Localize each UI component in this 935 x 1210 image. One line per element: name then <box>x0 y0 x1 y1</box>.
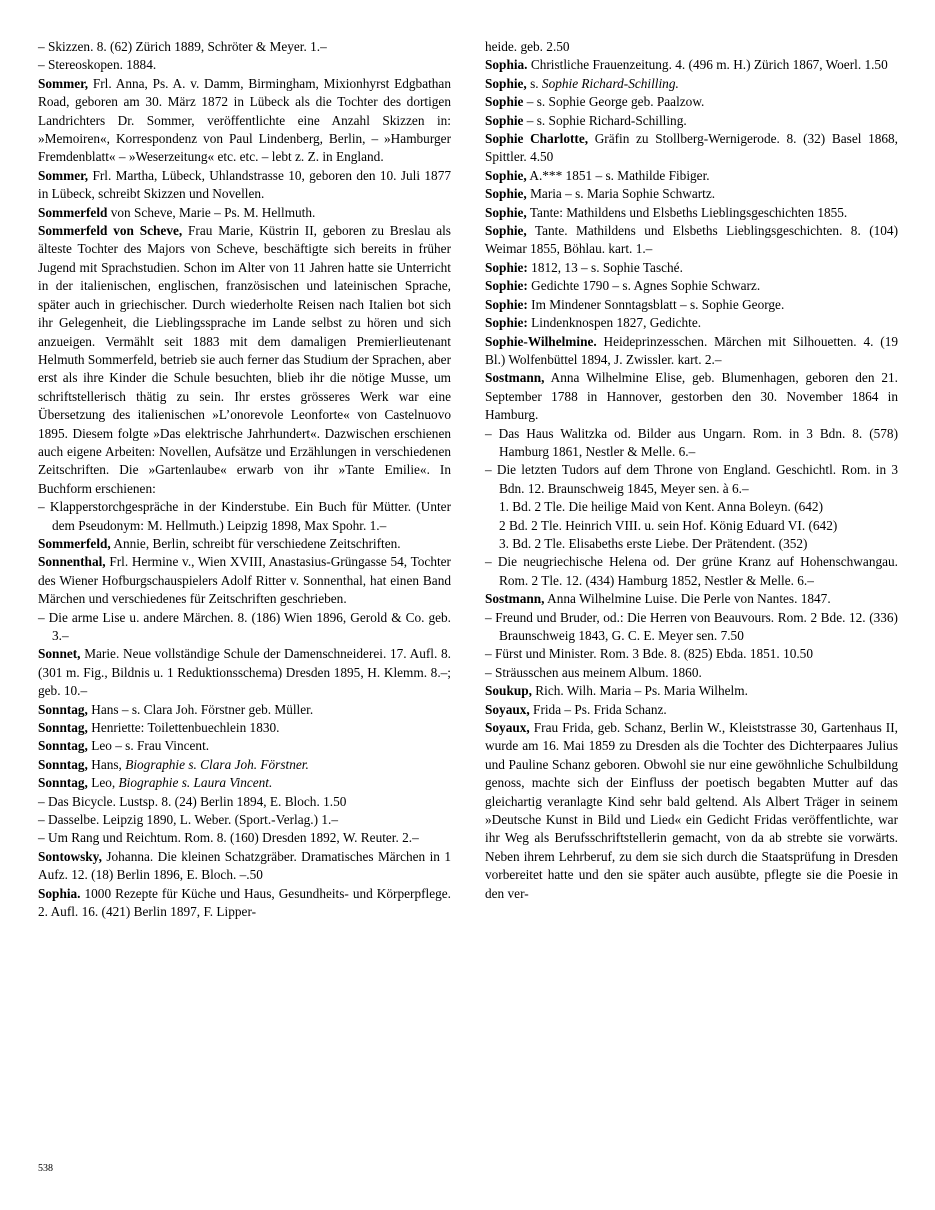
right-numbered-item: 2 Bd. 2 Tle. Heinrich VIII. u. sein Hof. König Eduard VI. (642) <box>499 517 838 533</box>
left-list-item: – Das Bicycle. Lustsp. 8. (24) Berlin 1894, E. Bloch. 1.50 <box>38 793 347 809</box>
right-list-item: – Das Haus Walitzka od. Bilder aus Ungarn. Rom. in 3 Bdn. 8. (578) Hamburg 1861, Nestler & Melle. 6.– <box>485 425 898 459</box>
right-entry-paragraph: Sophie – s. Sophie George geb. Paalzow. <box>485 94 705 110</box>
right-list-item: – Fürst und Minister. Rom. 3 Bde. 8. (825) Ebda. 1851. 10.50 <box>485 646 813 662</box>
right-numbered-item: 3. Bd. 2 Tle. Elisabeths erste Liebe. Der Prätendent. (352) <box>499 535 808 551</box>
right-entry-paragraph: Sophie – s. Sophie Richard-Schilling. <box>485 112 687 128</box>
left-entry-paragraph: Sontowsky, Johanna. Die kleinen Schatzgräber. Dramatisches Märchen in 1 Aufz. 12. (18) Berlin 1896, E. Bloch. –.50 <box>38 848 451 883</box>
right-entry-paragraph: Sophie Charlotte, Gräfin zu Stollberg-Wernigerode. 8. (32) Basel 1868, Spittler. 4.50 <box>485 131 898 165</box>
left-column <box>38 38 451 922</box>
right-entry-paragraph: Sophie: 1812, 13 – s. Sophie Tasché. <box>485 259 683 275</box>
right-entry-paragraph: Soukup, Rich. Wilh. Maria – Ps. Maria Wilhelm. <box>485 683 748 699</box>
left-entry-paragraph: Sonnet, Marie. Neue vollständige Schule der Damenschneiderei. 17. Aufl. 8. (301 m. Fig., Bildnis u. 1 Reduktionsschema) Dresden 1895, H. Klemm. 8.–; geb. 10.– <box>38 646 451 699</box>
right-entry-paragraph: Sophie, Tante: Mathildens und Elsbeths Lieblingsgeschichten 1855. <box>485 204 848 220</box>
left-entry-paragraph: Sophia. 1000 Rezepte für Küche und Haus, Gesundheits- und Körperpflege. 2. Aufl. 16. (421) Berlin 1897, F. Lipper- <box>38 885 451 920</box>
left-entry-paragraph: Sonntag, Leo – s. Frau Vincent. <box>38 738 210 754</box>
left-list-item: – Dasselbe. Leipzig 1890, L. Weber. (Sport.-Verlag.) 1.– <box>38 812 339 828</box>
right-entry-paragraph: Sophie: Gedichte 1790 – s. Agnes Sophie Schwarz. <box>485 278 761 294</box>
left-entry-paragraph: Sonntag, Hans – s. Clara Joh. Förstner geb. Müller. <box>38 701 314 717</box>
right-list-item: – Die neugriechische Helena od. Der grüne Kranz auf Hohenschwangau. Rom. 2 Tle. 12. (434) Hamburg 1852, Nestler & Melle. 6.– <box>485 554 898 588</box>
left-entry-paragraph: Sommer, Frl. Anna, Ps. A. v. Damm, Birmingham, Mixionhyrst Edgbathan Road, geboren am 30. März 1872 in Lübeck als die Tochter des dortigen Landrichters Dr. Sommer, veröffentlichte eine Anzahl Skizzen in: »Memoiren«, Korrespondenz von Paul Lindenberg, Berlin, – »Hamburger Fremdenblatt« – »Weserzeitung« etc. etc. – lebt z. Z. in England. <box>38 75 451 165</box>
right-column <box>485 38 898 922</box>
left-list-item: – Um Rang und Reichtum. Rom. 8. (160) Dresden 1892, W. Reuter. 2.– <box>38 830 419 846</box>
right-numbered-item: 1. Bd. 2 Tle. Die heilige Maid von Kent. Anna Boleyn. (642) <box>499 499 824 515</box>
left-entry-paragraph: Sonnenthal, Frl. Hermine v., Wien XVIII, Anastasius-Grüngasse 54, Tochter des Wiener Hofburgschauspielers Adolf Ritter v. Sonnenthal, hat einen Band Märchen und verschiedenes für Zeitschriften geschrieben. <box>38 554 451 607</box>
page-number: 538 <box>38 1163 53 1174</box>
left-entry-paragraph: Sonntag, Hans, Biographie s. Clara Joh. Förstner. <box>38 756 309 772</box>
left-entry-paragraph: Sommerfeld, Annie, Berlin, schreibt für verschiedene Zeitschriften. <box>38 535 401 551</box>
left-list-item: – Stereoskopen. 1884. <box>38 57 157 73</box>
right-entry-paragraph: Sostmann, Anna Wilhelmine Luise. Die Perle von Nantes. 1847. <box>485 591 831 607</box>
right-entry-paragraph: Sophie, A.*** 1851 – s. Mathilde Fibiger. <box>485 167 710 183</box>
right-entry-paragraph: Sophie: Lindenknospen 1827, Gedichte. <box>485 315 702 331</box>
right-list-item: – Freund und Bruder, od.: Die Herren von Beauvours. Rom. 2 Bde. 12. (336) Braunschweig 1843, G. C. E. Meyer sen. 7.50 <box>485 609 898 643</box>
right-list-item: – Die letzten Tudors auf dem Throne von England. Geschichtl. Rom. in 3 Bdn. 12. Braunschweig 1845, Meyer sen. à 6.– <box>485 462 898 496</box>
right-entry-paragraph: heide. geb. 2.50 <box>485 39 570 54</box>
left-entry-paragraph: Sommerfeld von Scheve, Frau Marie, Küstrin II, geboren zu Breslau als älteste Tochter des Majors von Scheve, beschäftigte sich bereits in früher Jugend mit Sprachstudien. Schon im Alter von 11 Jahren hatte sie Unterricht in der italienischen, englischen, französischen und lateinischen Sprache, später auch in griechischer. Durch wiederholte Reisen nach Italien bot sich ihr Gelegenheit, die Lieblingssprache im Lande selbst zu hören und sich anzueigen. Vermählt seit 1883 mit dem damaligen Premierlieutenant Helmuth Sommerfeld, betrieb sie auch ferner das Studium der Sprachen, aber erst als ihre Kinder die Schule besuchten, blieb ihr die nötige Musse, um schriftstellerisch thätig zu sein. Ihr erstes grösseres Werk war eine Übersetzung des italienischen »L’onorevole Leonforte« von Castelnuovo 1895. Diesem folgte »Das elektrische Jahrhundert«. Dazwischen erschienen auch eigene Arbeiten: Novellen, Aufsätze und Erzählungen in verschiedenen Zeitschriften. Die »Gartenlaube« erwarb von ihr »Tante Emilie«. In Buchform erschienen: <box>38 223 451 496</box>
right-entry-paragraph: Sophie: Im Mindener Sonntagsblatt – s. Sophie George. <box>485 296 785 312</box>
right-entry-paragraph: Sophia. Christliche Frauenzeitung. 4. (496 m. H.) Zürich 1867, Woerl. 1.50 <box>485 57 888 73</box>
left-entry-paragraph: Sonntag, Leo, Biographie s. Laura Vincent. <box>38 775 273 791</box>
right-entry-paragraph: Soyaux, Frida – Ps. Frida Schanz. <box>485 701 667 717</box>
left-entry-paragraph: Sommerfeld von Scheve, Marie – Ps. M. Hellmuth. <box>38 204 316 220</box>
left-entry-paragraph: Sonntag, Henriette: Toilettenbuechlein 1830. <box>38 720 280 736</box>
right-list-item: – Sträusschen aus meinem Album. 1860. <box>485 664 702 680</box>
left-list-item: – Die arme Lise u. andere Märchen. 8. (186) Wien 1896, Gerold & Co. geb. 3.– <box>38 609 451 643</box>
right-entry-paragraph: Sophie, Maria – s. Maria Sophie Schwartz. <box>485 186 716 202</box>
right-entry-paragraph: Sophie, Tante. Mathildens und Elsbeths Lieblingsgeschichten. 8. (104) Weimar 1855, Böhlau. kart. 1.– <box>485 223 898 257</box>
left-list-item: – Skizzen. 8. (62) Zürich 1889, Schröter & Meyer. 1.– <box>38 39 327 54</box>
right-entry-paragraph: Soyaux, Frau Frida, geb. Schanz, Berlin W., Kleiststrasse 30, Gartenhaus II, wurde am 16. Mai 1859 zu Dresden als die Tochter des Dichterpaares Julius und Pauline Schanz geboren. Obwohl sie nur eine gewöhnliche Schulbildung genoss, machte sich der Einfluss der poetisch begabten Mutter auf das gleichartig veranlagte Kind sehr bald geltend. Als Albert Träger in seinem »Deutsche Kunst in Bild und Lied« ein Gedicht Fridas veröffentlichte, war ihr Weg als Berufsschriftstellerin gemacht, von da ab strebte sie vorwärts. Neben ihrem Lehrberuf, zu dem sie sich durch die Staatsprüfung in Dresden vorbereitet hatte und den sie später auch ausübte, pflegte sie die Poesie in den ver- <box>485 720 898 901</box>
right-entry-paragraph: Sophie, s. Sophie Richard-Schilling. <box>485 75 679 91</box>
left-entry-paragraph: Sommer, Frl. Martha, Lübeck, Uhlandstrasse 10, geboren den 10. Juli 1877 in Lübeck, schreibt Skizzen und Novellen. <box>38 167 451 202</box>
right-entry-paragraph: Sophie-Wilhelmine. Heideprinzesschen. Märchen mit Silhouetten. 4. (19 Bl.) Wolfenbüttel 1894, J. Zwissler. kart. 2.– <box>485 333 898 367</box>
right-entry-paragraph: Sostmann, Anna Wilhelmine Elise, geb. Blumenhagen, geboren den 21. September 1788 in Hannover, gestorben den 30. November 1864 in Hamburg. <box>485 370 898 423</box>
left-list-item: – Klapperstorchgespräche in der Kinderstube. Ein Buch für Mütter. (Unter dem Pseudonym: M. Hellmuth.) Leipzig 1898, Max Spohr. 1.– <box>38 499 451 533</box>
two-column-body <box>38 38 898 922</box>
